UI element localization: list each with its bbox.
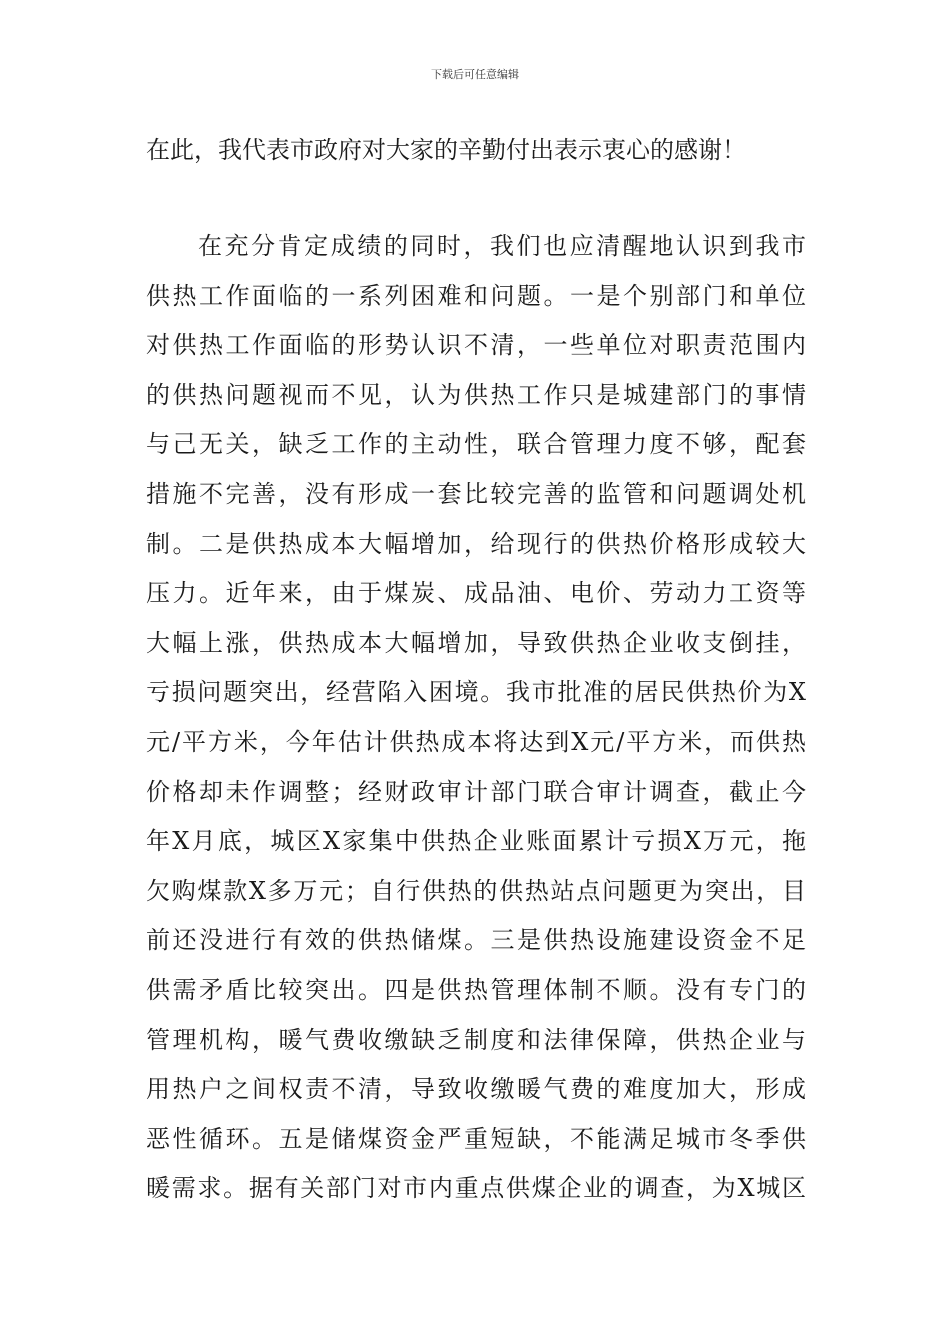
text-line: 大幅上涨，供热成本大幅增加，导致供热企业收支倒挂， <box>146 628 806 657</box>
text-line: 制。二是供热成本大幅增加，给现行的供热价格形成较大 <box>146 529 806 558</box>
text-line: 措施不完善，没有形成一套比较完善的监管和问题调处机 <box>146 479 806 508</box>
text-line: 供热工作面临的一系列困难和问题。一是个别部门和单位 <box>146 281 806 310</box>
header-note: 下载后可任意编辑 <box>431 68 519 81</box>
text-line: 对供热工作面临的形势认识不清，一些单位对职责范围内 <box>146 331 806 360</box>
text-line: 元/平方米，今年估计供热成本将达到X元/平方米，而供热 <box>146 727 806 756</box>
text-line: 价格却未作调整；经财政审计部门联合审计调查，截止今 <box>146 777 806 806</box>
text-line: 的供热问题视而不见，认为供热工作只是城建部门的事情 <box>146 380 806 409</box>
text-line: 欠购煤款X多万元；自行供热的供热站点问题更为突出，目 <box>146 876 806 905</box>
text-line: 与己无关，缺乏工作的主动性，联合管理力度不够，配套 <box>146 430 806 459</box>
text-line: 用热户之间权责不清，导致收缴暖气费的难度加大，形成 <box>146 1075 806 1104</box>
paragraph-1 <box>146 126 806 176</box>
text-line: 在此，我代表市政府对大家的辛勤付出表示衷心的感谢！ <box>146 136 746 164</box>
paragraph-2 <box>146 222 806 1214</box>
text-line: 压力。近年来，由于煤炭、成品油、电价、劳动力工资等 <box>146 579 806 608</box>
text-line: 恶性循环。五是储煤资金严重短缺，不能满足城市冬季供 <box>146 1124 806 1153</box>
text-line: 亏损问题突出，经营陷入困境。我市批准的居民供热价为X <box>146 678 806 707</box>
text-line: 年X月底，城区X家集中供热企业账面累计亏损X万元，拖 <box>146 827 806 856</box>
text-line: 供需矛盾比较突出。四是供热管理体制不顺。没有专门的 <box>146 975 806 1004</box>
text-line: 在充分肯定成绩的同时，我们也应清醒地认识到我市 <box>198 232 806 260</box>
text-line: 暖需求。据有关部门对市内重点供煤企业的调查，为X城区 <box>146 1174 806 1203</box>
text-line: 前还没进行有效的供热储煤。三是供热设施建设资金不足 <box>146 926 806 955</box>
text-line: 管理机构，暖气费收缴缺乏制度和法律保障，供热企业与 <box>146 1025 806 1054</box>
